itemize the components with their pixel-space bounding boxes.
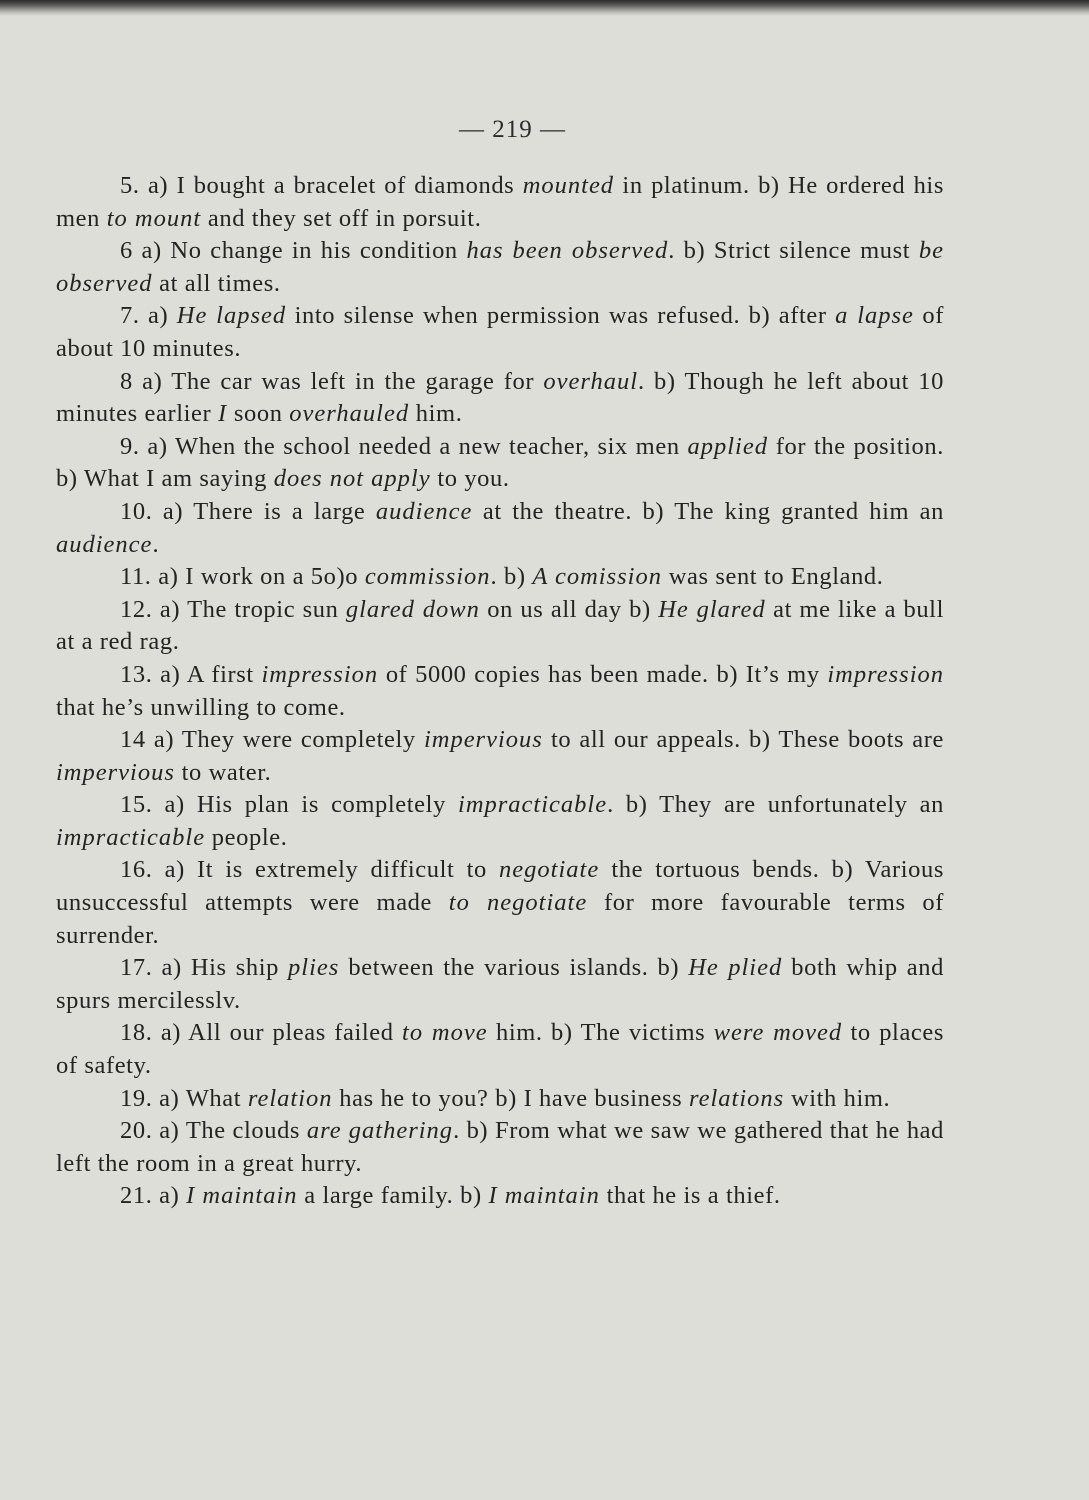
italic-phrase: He glared: [658, 595, 766, 623]
text-run: with him.: [784, 1084, 891, 1112]
text-run: . b) From what we saw we gathered that he had left the room in a great hurry.: [56, 1117, 944, 1177]
exercise-number: 15. a): [120, 791, 185, 819]
page-number: — 219 —: [459, 116, 566, 143]
exercise-number: 9. a): [120, 432, 168, 460]
exercise-item: [56, 1017, 944, 1082]
text-run: at all times.: [152, 269, 281, 297]
exercise-number: 10. a): [120, 497, 184, 525]
exercise-item: [56, 431, 944, 496]
text-run: I bought a bracelet of diamonds: [176, 172, 523, 199]
text-run: for more favourable terms of surrender.: [56, 889, 944, 949]
italic-phrase: A comission: [532, 563, 662, 591]
exercise-list: [56, 170, 944, 1213]
exercise-item: [56, 854, 944, 952]
exercise-item: [56, 1083, 944, 1116]
exercise-item: [56, 561, 944, 594]
italic-phrase: relation: [247, 1084, 333, 1112]
text-run: that he’s unwilling to come.: [56, 693, 346, 721]
text-run: to you.: [430, 465, 510, 493]
exercise-number: 6 a): [120, 237, 162, 265]
text-run: What: [185, 1084, 248, 1112]
italic-phrase: audience: [375, 497, 473, 525]
italic-phrase: impression: [261, 660, 379, 688]
text-run: soon: [227, 400, 290, 428]
italic-phrase: mounted: [522, 172, 615, 199]
exercise-item: [56, 170, 944, 235]
exercise-item: [56, 724, 944, 789]
italic-phrase: He plied: [688, 954, 783, 982]
italic-phrase: are gathering: [306, 1117, 454, 1145]
text-run: All our pleas failed: [188, 1019, 403, 1047]
exercise-item: [56, 496, 944, 561]
text-run: When the school needed a new teacher, six men: [174, 432, 688, 460]
italic-phrase: to mount: [106, 204, 202, 232]
text-run: was sent to England.: [662, 563, 884, 591]
text-run: . b) They are unfortunately an: [607, 791, 944, 819]
exercise-number: 11. a): [120, 563, 179, 591]
italic-phrase: overhaul: [543, 367, 639, 395]
italic-phrase: to move: [402, 1019, 488, 1047]
italic-phrase: impervious: [423, 726, 543, 754]
exercise-item: [56, 1180, 944, 1213]
italic-phrase: negotiate: [499, 856, 600, 884]
text-run: for the position. b) What I am saying: [56, 432, 944, 493]
text-run: the tortuous bends. b) Various unsuccessful attempts were made: [56, 856, 944, 917]
italic-phrase: commission: [364, 563, 491, 591]
text-run: at me like a bull at a red rag.: [56, 595, 944, 656]
exercise-item: [56, 1115, 944, 1180]
exercise-number: 21. a): [120, 1182, 180, 1210]
text-run: His plan is completely: [196, 791, 459, 819]
italic-phrase: I maintain: [186, 1182, 298, 1210]
text-run: . b) Though he left about 10 minutes earlier: [56, 367, 944, 428]
italic-phrase: applied: [687, 432, 768, 460]
exercise-item: [56, 789, 944, 854]
italic-phrase: were moved: [713, 1019, 843, 1047]
exercise-number: 5. a): [120, 172, 169, 199]
page-top-edge: [0, 0, 1089, 16]
text-run: His ship: [190, 954, 289, 982]
text-run: him. b) The victims: [487, 1019, 714, 1047]
exercise-number: 19. a): [120, 1084, 180, 1112]
italic-phrase: has been observed: [466, 237, 669, 265]
exercise-number: 16. a): [120, 856, 185, 884]
text-run: A first: [186, 660, 262, 688]
text-run: .: [152, 530, 160, 558]
text-run: of about 10 minutes.: [56, 302, 944, 362]
text-run: No change in his condition: [170, 237, 467, 265]
text-run: and they set off in porsuit.: [201, 204, 482, 232]
text-run: to water.: [174, 758, 272, 786]
italic-phrase: does not apply: [273, 465, 431, 493]
text-run: to all our appeals. b) These boots are: [542, 726, 944, 754]
exercise-number: 12. a): [120, 595, 181, 623]
text-run: in platinum. b) He ordered his men: [56, 172, 944, 232]
text-run: The car was left in the garage for: [171, 367, 544, 395]
exercise-number: 7. a): [120, 302, 169, 330]
italic-phrase: He lapsed: [176, 302, 287, 330]
exercise-item: [56, 300, 944, 365]
italic-phrase: be observed: [56, 237, 944, 297]
exercise-number: 8 a): [120, 367, 163, 395]
text-run: people.: [205, 823, 288, 851]
italic-phrase: impracticable: [56, 823, 206, 851]
italic-phrase: impracticable: [458, 791, 608, 819]
text-run: into silense when permission was refused. b) after: [286, 302, 836, 330]
text-run: They were completely: [181, 726, 424, 754]
italic-phrase: audience: [56, 530, 153, 558]
italic-phrase: a lapse: [835, 302, 914, 330]
text-run: between the various islands. b): [339, 954, 689, 982]
text-run: to places of safety.: [56, 1019, 945, 1080]
text-run: on us all day b): [479, 595, 659, 623]
text-run: I work on a 5o)o: [185, 563, 365, 591]
exercise-number: 14 a): [120, 726, 175, 754]
text-run: that he is a thief.: [599, 1182, 781, 1210]
exercise-number: 20. a): [120, 1117, 180, 1145]
text-run: There is a large: [193, 497, 376, 525]
italic-phrase: glared down: [345, 595, 480, 623]
text-run: The tropic sun: [187, 595, 346, 623]
exercise-item: [56, 366, 944, 431]
text-run: of 5000 copies has been made. b) It’s my: [378, 660, 828, 688]
italic-phrase: impervious: [56, 758, 175, 786]
text-run: . b) Strict silence must: [668, 237, 919, 265]
italic-phrase: to negotiate: [448, 889, 588, 917]
exercise-number: 13. a): [120, 660, 181, 688]
text-run: both whip and spurs mercilesslv.: [56, 954, 944, 1014]
italic-phrase: I: [217, 400, 228, 428]
exercise-number: 17. a): [120, 954, 182, 982]
text-run: at the theatre. b) The king granted him an: [472, 497, 944, 525]
text-run: has he to you? b) I have business: [332, 1084, 689, 1112]
text-run: a large family. b): [297, 1182, 489, 1210]
italic-phrase: overhauled: [289, 400, 410, 428]
exercise-item: [56, 952, 944, 1017]
exercise-number: 18. a): [120, 1019, 182, 1047]
italic-phrase: impression: [827, 660, 945, 688]
text-run: him.: [409, 400, 463, 428]
exercise-item: [56, 235, 944, 300]
italic-phrase: plies: [288, 954, 340, 982]
italic-phrase: I maintain: [488, 1182, 600, 1210]
text-run: The clouds: [185, 1117, 307, 1145]
text-run: It is extremely difficult to: [197, 856, 500, 884]
exercise-item: [56, 659, 944, 724]
text-run: . b): [490, 563, 533, 591]
exercise-item: [56, 594, 944, 659]
italic-phrase: relations: [689, 1084, 785, 1112]
